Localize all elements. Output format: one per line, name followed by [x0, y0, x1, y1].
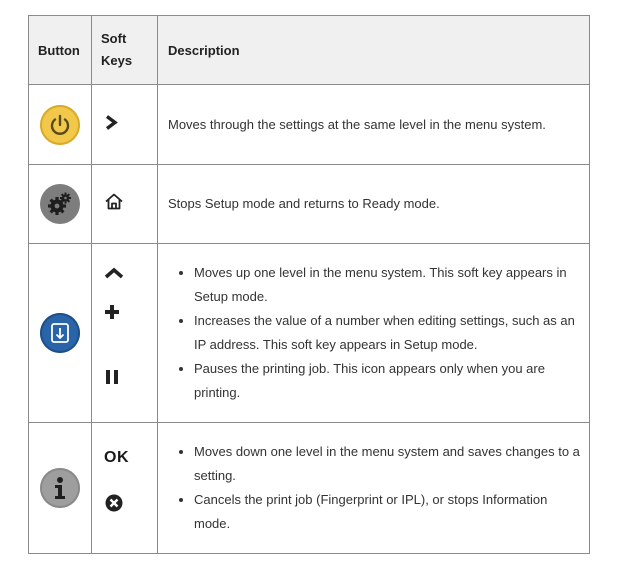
- table-row: [29, 423, 590, 554]
- description-cell: Moves through the settings at the same level in the menu system.: [158, 85, 590, 165]
- plus-icon: [105, 305, 119, 324]
- table-row: [29, 85, 590, 165]
- button-reference-table: [28, 15, 590, 554]
- header-row: [29, 16, 590, 85]
- gears-icon: [40, 184, 80, 224]
- header-soft-keys: Soft Keys: [92, 16, 158, 85]
- soft-keys-cell: [92, 244, 158, 423]
- list-item: • Increases the value of a number when editing settings, such as an IP address. This soft key appears in Setup mode.: [194, 309, 581, 357]
- bullet-list: [168, 261, 581, 405]
- button-cell: [29, 165, 92, 244]
- power-icon: [40, 105, 80, 145]
- bullet-list: [168, 440, 581, 536]
- ok-key-label: OK: [104, 449, 129, 466]
- list-item: • Moves down one level in the menu system and saves changes to a setting.: [194, 440, 581, 488]
- soft-keys-cell: [92, 165, 158, 244]
- soft-keys-cell: [92, 423, 158, 554]
- chevron-right-icon: [104, 114, 118, 135]
- home-icon: [104, 193, 124, 216]
- cancel-icon: [105, 494, 123, 517]
- header-button: Button: [29, 16, 92, 85]
- description-cell: Stops Setup mode and returns to Ready mode.: [158, 165, 590, 244]
- info-icon: [40, 468, 80, 508]
- description-cell: [158, 423, 590, 554]
- button-cell: [29, 244, 92, 423]
- list-item: • Pauses the printing job. This icon appears only when you are printing.: [194, 357, 581, 405]
- list-item: • Cancels the print job (Fingerprint or IPL), or stops Information mode.: [194, 488, 581, 536]
- button-cell: [29, 423, 92, 554]
- feed-icon: [40, 313, 80, 353]
- button-cell: [29, 85, 92, 165]
- list-item: • Moves up one level in the menu system. This soft key appears in Setup mode.: [194, 261, 581, 309]
- pause-icon: [105, 370, 119, 389]
- soft-keys-cell: [92, 85, 158, 165]
- table-row: [29, 244, 590, 423]
- header-description: Description: [158, 16, 590, 85]
- description-cell: [158, 244, 590, 423]
- chevron-up-icon: [104, 266, 124, 284]
- table-row: [29, 165, 590, 244]
